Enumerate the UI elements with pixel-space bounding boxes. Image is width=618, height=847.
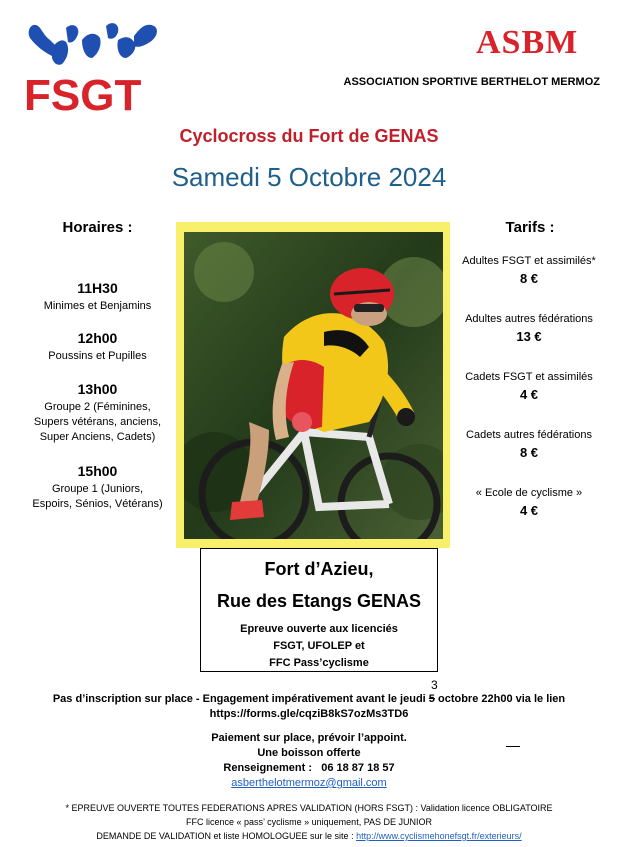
schedule-time: 12h00 — [77, 330, 118, 346]
venue-name: Fort d’Azieu, — [264, 559, 374, 579]
email-link[interactable]: asberthelotmermoz@gmail.com — [231, 777, 387, 789]
tarifs-title: Tarifs : — [505, 219, 555, 236]
event-date: Samedi 5 Octobre 2024 — [171, 162, 447, 192]
inscription-notice — [0, 693, 618, 705]
schedule-time: 13h00 — [77, 381, 118, 397]
tarif-label: Cadets FSGT et assimilés — [465, 371, 593, 383]
tarif-item — [450, 313, 608, 344]
venue-street: Rue des Etangs GENAS — [216, 591, 422, 611]
inscription-text-after: octobre 22h00 via le lien — [434, 693, 566, 705]
payment-info: Paiement sur place, prévoir l’appoint. — [211, 732, 407, 744]
schedule-desc: Minimes et Benjamins — [43, 300, 152, 312]
schedule-slot — [20, 330, 175, 364]
schedule-slot — [20, 381, 175, 445]
dash-mark — [506, 746, 520, 747]
schedule-desc: Super Anciens, Cadets) — [39, 431, 156, 443]
asbm-logo: ASBM — [476, 24, 579, 61]
schedule-desc: Supers vétérans, anciens, — [33, 416, 162, 428]
footer — [0, 801, 618, 843]
schedule-desc: Groupe 1 (Juniors, — [51, 483, 144, 495]
schedule-time: 11H30 — [77, 280, 118, 296]
correction-superscript: 3 — [431, 678, 438, 692]
tarif-price: 8 € — [519, 271, 539, 286]
contact-phone: 06 18 87 18 57 — [321, 762, 395, 774]
tarif-item — [450, 371, 608, 402]
horaires-title: Horaires : — [62, 219, 133, 236]
tarif-label: Adultes autres fédérations — [465, 313, 593, 325]
contact-info — [0, 762, 618, 774]
venue-note-line: FSGT, UFOLEP et — [273, 640, 365, 652]
homologation-link[interactable]: http://www.cyclismehonefsgt.fr/exterieurs/ — [356, 831, 522, 841]
venue-box — [200, 548, 438, 672]
fsgt-logo-text: FSGT — [24, 71, 142, 114]
tarif-item — [450, 487, 608, 518]
footer-line: FFC licence « pass’ cyclisme » uniquement, PAS DE JUNIOR — [185, 817, 433, 827]
tarif-item — [450, 429, 608, 460]
venue-note-line: FFC Pass’cyclisme — [269, 657, 369, 669]
inscription-link[interactable]: https://forms.gle/cqziB8kS7ozMs3TD6 — [209, 708, 409, 720]
schedule-desc: Espoirs, Sénios, Vétérans) — [32, 498, 163, 510]
asbm-subtitle: ASSOCIATION SPORTIVE BERTHELOT MERMOZ — [343, 76, 600, 88]
schedule-time: 15h00 — [77, 463, 118, 479]
cyclist-photo — [184, 232, 443, 539]
tarif-price: 4 € — [519, 387, 539, 402]
contact-label: Renseignement : — [223, 762, 313, 774]
venue-note — [201, 621, 437, 672]
footer-line-text: DEMANDE DE VALIDATION et liste HOMOLOGUEE sur le site : — [96, 831, 357, 841]
tarif-label: Cadets autres fédérations — [466, 429, 592, 441]
fsgt-logo — [22, 18, 162, 114]
tarif-price: 13 € — [516, 329, 542, 344]
tarif-item — [450, 255, 608, 286]
schedule-slot — [20, 463, 175, 512]
venue-note-line: Epreuve ouverte aux licenciés — [240, 623, 398, 635]
inscription-struck-day: 5 — [428, 693, 435, 705]
footer-line: * EPREUVE OUVERTE TOUTES FEDERATIONS APRES VALIDATION (HORS FSGT) : Validation licence OBLIGATOIRE — [65, 803, 553, 813]
schedule-slot — [20, 280, 175, 314]
fsgt-figures-icon — [29, 23, 157, 65]
tarif-price: 4 € — [519, 503, 539, 518]
event-title: Cyclocross du Fort de GENAS — [179, 126, 439, 146]
drink-info: Une boisson offerte — [257, 747, 361, 759]
tarif-price: 8 € — [519, 445, 539, 460]
inscription-text-before: Pas d’inscription sur place - Engagement impérativement avant le jeudi — [52, 693, 429, 705]
tarif-label: « Ecole de cyclisme » — [475, 487, 583, 499]
tarif-label: Adultes FSGT et assimilés* — [462, 255, 596, 267]
schedule-desc: Groupe 2 (Féminines, — [44, 401, 151, 413]
footer-line — [0, 829, 618, 843]
schedule-desc: Poussins et Pupilles — [48, 350, 147, 362]
